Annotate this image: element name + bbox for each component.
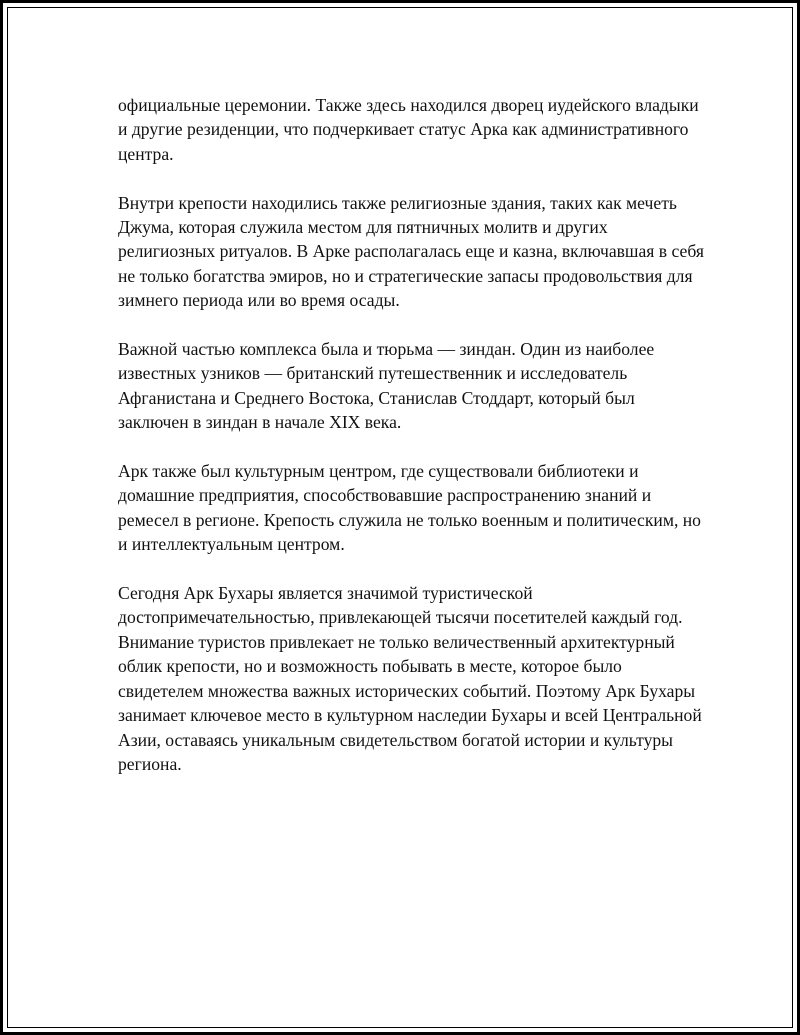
document-body — [118, 93, 708, 776]
paragraph-3: Важной частью комплекса была и тюрьма — зиндан. Один из наиболее известных узников — британский путешественник и исследователь Афганистана и Среднего Востока, Станислав Стоддарт, который был заключен в зиндан в начале XIX века. — [118, 339, 655, 433]
paragraph-2: Внутри крепости находились также религиозные здания, таких как мечеть Джума, которая служила местом для пятничных молитв и других религиозных ритуалов. В Арке располагалась еще и казна, включавшая в себя не только богатства эмиров, но и стратегические запасы продовольствия для зимнего периода или во время осады. — [118, 192, 704, 311]
paragraph-5: Сегодня Арк Бухары является значимой туристической достопримечательностью, привлекающей тысячи посетителей каждый год. Внимание туристов привлекает не только величественный архитектурный облик крепости, но и возможность побывать в месте, которое было свидетелем множества важных исторических событий. Поэтому Арк Бухары занимает ключевое место в культурном наследии Бухары и всей Центральной Азии, оставаясь уникальным свидетельством богатой истории и культуры региона. — [118, 583, 702, 774]
paragraph-4: Арк также был культурным центром, где существовали библиотеки и домашние предприятия, способствовавшие распространению знаний и ремесел в регионе. Крепость служила не только военным и политическим, но и интеллектуальным центром. — [118, 461, 701, 555]
paragraph-1: официальные церемонии. Также здесь находился дворец иудейского владыки и другие резиденции, что подчеркивает статус Арка как административного центра. — [118, 95, 699, 164]
